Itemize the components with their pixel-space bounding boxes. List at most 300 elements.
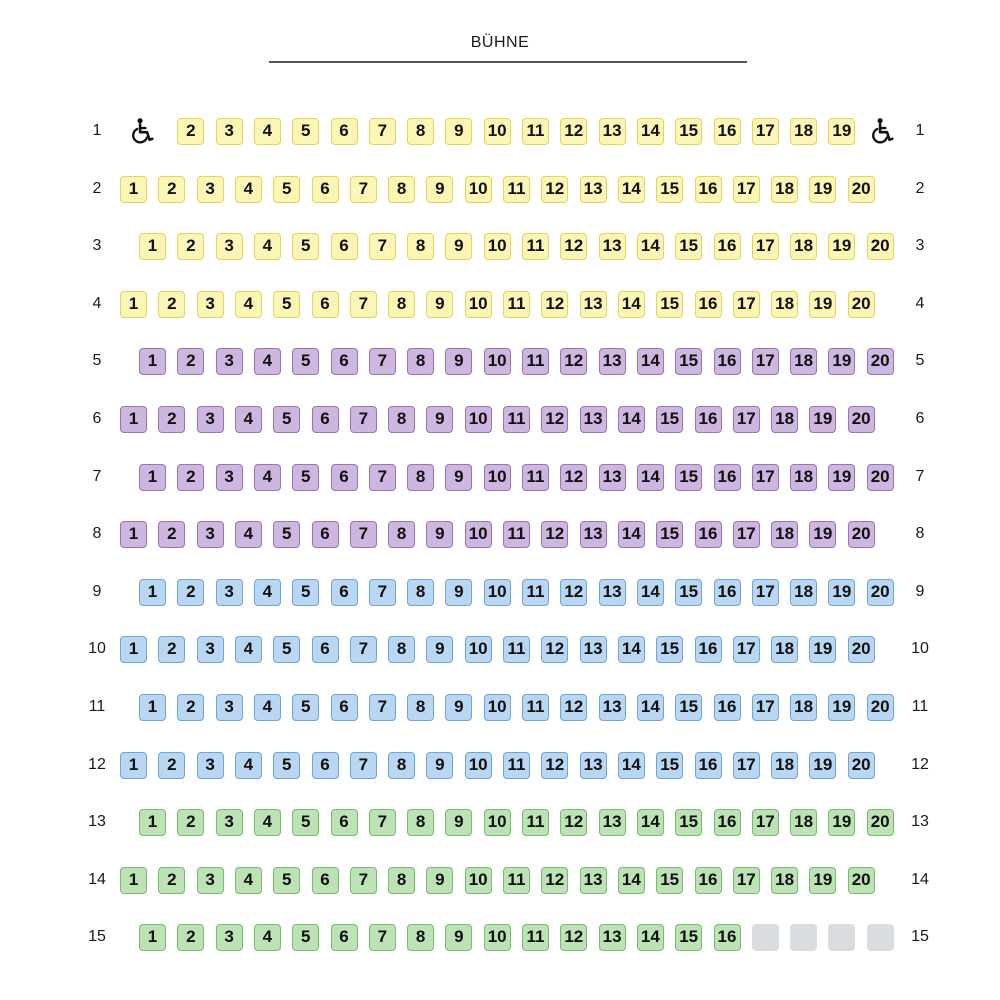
seat[interactable]: 9 [426, 406, 453, 433]
seat[interactable]: 15 [656, 752, 683, 779]
seat[interactable]: 16 [714, 924, 741, 951]
seat[interactable]: 14 [637, 464, 664, 491]
seat[interactable]: 9 [445, 348, 472, 375]
seat[interactable]: 1 [120, 636, 147, 663]
seat[interactable]: 7 [369, 694, 396, 721]
seat[interactable]: 3 [197, 176, 224, 203]
seat[interactable]: 2 [177, 348, 204, 375]
seat[interactable]: 11 [522, 579, 549, 606]
seat[interactable]: 19 [828, 579, 855, 606]
seat[interactable]: 5 [273, 291, 300, 318]
seat[interactable]: 7 [369, 118, 396, 145]
seat[interactable]: 10 [465, 867, 492, 894]
seat[interactable]: 15 [656, 176, 683, 203]
seat[interactable]: 8 [407, 809, 434, 836]
seat[interactable]: 4 [235, 636, 262, 663]
row-label-left: 5 [92, 352, 102, 370]
seat[interactable]: 11 [522, 809, 549, 836]
seat[interactable]: 8 [407, 118, 434, 145]
seat[interactable]: 10 [484, 924, 511, 951]
seat[interactable]: 13 [580, 867, 607, 894]
seat[interactable]: 3 [216, 464, 243, 491]
seat[interactable]: 15 [675, 809, 702, 836]
seat[interactable]: 13 [580, 636, 607, 663]
seat[interactable]: 6 [331, 579, 358, 606]
seat[interactable]: 10 [465, 176, 492, 203]
seat[interactable]: 12 [541, 521, 568, 548]
seat[interactable]: 1 [120, 176, 147, 203]
seat[interactable]: 11 [503, 867, 530, 894]
seat[interactable]: 11 [522, 694, 549, 721]
seat[interactable]: 13 [599, 118, 626, 145]
seat[interactable]: 4 [235, 752, 262, 779]
seat[interactable]: 20 [867, 579, 894, 606]
seat[interactable]: 4 [254, 579, 281, 606]
seat[interactable]: 2 [177, 694, 204, 721]
seat[interactable]: 15 [656, 521, 683, 548]
seat[interactable]: 19 [809, 406, 836, 433]
seat[interactable]: 8 [388, 521, 415, 548]
seat[interactable]: 18 [790, 233, 817, 260]
seat[interactable]: 3 [197, 867, 224, 894]
seat[interactable]: 18 [771, 521, 798, 548]
seat[interactable]: 1 [120, 752, 147, 779]
seat[interactable]: 5 [292, 464, 319, 491]
seat[interactable]: 5 [273, 521, 300, 548]
seat[interactable]: 4 [254, 118, 281, 145]
seat[interactable]: 10 [484, 233, 511, 260]
seat[interactable]: 2 [158, 867, 185, 894]
seat[interactable]: 10 [484, 579, 511, 606]
seat[interactable]: 17 [752, 464, 779, 491]
seat[interactable]: 7 [350, 867, 377, 894]
seat[interactable]: 12 [560, 348, 587, 375]
seat[interactable]: 14 [618, 752, 645, 779]
seat[interactable]: 8 [388, 176, 415, 203]
seat[interactable]: 19 [809, 636, 836, 663]
seat[interactable]: 20 [867, 464, 894, 491]
seat[interactable]: 4 [235, 521, 262, 548]
seat[interactable]: 16 [714, 694, 741, 721]
seat[interactable]: 14 [618, 291, 645, 318]
seat[interactable]: 14 [637, 348, 664, 375]
seat[interactable]: 17 [733, 867, 760, 894]
seat[interactable]: 19 [809, 752, 836, 779]
seat[interactable]: 3 [197, 521, 224, 548]
seat[interactable]: 17 [733, 752, 760, 779]
seat[interactable]: 16 [714, 348, 741, 375]
seat[interactable]: 8 [407, 464, 434, 491]
seat[interactable]: 6 [312, 636, 339, 663]
seat[interactable]: 19 [809, 867, 836, 894]
seat[interactable]: 7 [369, 348, 396, 375]
seat[interactable]: 2 [158, 291, 185, 318]
seat[interactable]: 10 [465, 521, 492, 548]
seat[interactable]: 4 [235, 291, 262, 318]
seat[interactable]: 2 [177, 924, 204, 951]
seat[interactable]: 5 [273, 636, 300, 663]
row-label-left: 7 [92, 467, 102, 485]
seat[interactable]: 17 [752, 579, 779, 606]
seat[interactable]: 3 [216, 348, 243, 375]
seat[interactable]: 14 [618, 636, 645, 663]
seat[interactable]: 20 [867, 694, 894, 721]
seat[interactable]: 19 [828, 118, 855, 145]
seat[interactable]: 6 [331, 233, 358, 260]
wheelchair-icon[interactable] [129, 117, 157, 145]
seat[interactable]: 12 [560, 464, 587, 491]
seat[interactable]: 3 [197, 406, 224, 433]
seat[interactable]: 9 [445, 924, 472, 951]
seat[interactable]: 12 [560, 118, 587, 145]
seat[interactable]: 19 [809, 521, 836, 548]
seat[interactable]: 13 [580, 406, 607, 433]
seat[interactable]: 9 [426, 176, 453, 203]
seat[interactable]: 15 [675, 464, 702, 491]
seat[interactable]: 18 [771, 176, 798, 203]
seat[interactable]: 5 [292, 233, 319, 260]
stage-label: BÜHNE [470, 34, 530, 51]
seat[interactable]: 12 [541, 406, 568, 433]
seat[interactable]: 6 [312, 752, 339, 779]
seat[interactable]: 16 [714, 809, 741, 836]
seat[interactable]: 10 [484, 348, 511, 375]
seat[interactable]: 20 [848, 406, 875, 433]
seat[interactable]: 18 [771, 636, 798, 663]
seat[interactable]: 12 [541, 636, 568, 663]
seat[interactable]: 14 [618, 176, 645, 203]
seat[interactable]: 13 [599, 579, 626, 606]
seat[interactable]: 17 [752, 118, 779, 145]
seat[interactable]: 2 [158, 752, 185, 779]
seat[interactable]: 13 [580, 752, 607, 779]
seat[interactable]: 20 [848, 291, 875, 318]
seat[interactable]: 16 [695, 406, 722, 433]
seat[interactable]: 16 [695, 176, 722, 203]
seat[interactable]: 1 [120, 521, 147, 548]
seat[interactable]: 9 [445, 579, 472, 606]
seat[interactable]: 12 [541, 752, 568, 779]
seat[interactable]: 15 [675, 118, 702, 145]
seat[interactable]: 9 [445, 694, 472, 721]
seat[interactable]: 9 [426, 636, 453, 663]
seat[interactable]: 5 [273, 176, 300, 203]
seat[interactable]: 10 [465, 752, 492, 779]
seat[interactable]: 20 [867, 348, 894, 375]
seat[interactable]: 7 [369, 464, 396, 491]
seat[interactable]: 1 [139, 233, 166, 260]
seat[interactable]: 7 [350, 752, 377, 779]
seat[interactable]: 11 [503, 291, 530, 318]
seat[interactable]: 1 [139, 924, 166, 951]
seat[interactable]: 8 [407, 694, 434, 721]
seat[interactable]: 4 [254, 924, 281, 951]
seat[interactable]: 16 [714, 118, 741, 145]
seat[interactable]: 14 [637, 118, 664, 145]
seat[interactable]: 8 [388, 291, 415, 318]
seat[interactable]: 10 [484, 118, 511, 145]
seat[interactable]: 15 [656, 636, 683, 663]
seat[interactable]: 9 [445, 464, 472, 491]
seat[interactable]: 2 [158, 406, 185, 433]
seat[interactable]: 17 [733, 406, 760, 433]
seat[interactable]: 11 [503, 636, 530, 663]
seat[interactable]: 6 [331, 809, 358, 836]
seat[interactable]: 2 [177, 118, 204, 145]
seat[interactable]: 17 [752, 348, 779, 375]
seat[interactable]: 10 [465, 406, 492, 433]
seat[interactable]: 1 [139, 348, 166, 375]
seat[interactable]: 8 [407, 348, 434, 375]
seat[interactable]: 3 [216, 694, 243, 721]
seat[interactable]: 8 [407, 233, 434, 260]
seat[interactable]: 12 [560, 809, 587, 836]
seat[interactable]: 3 [216, 809, 243, 836]
seat[interactable]: 2 [158, 636, 185, 663]
seat[interactable]: 11 [522, 464, 549, 491]
seat[interactable]: 19 [809, 291, 836, 318]
seat[interactable]: 7 [350, 521, 377, 548]
seat[interactable]: 17 [752, 694, 779, 721]
seat[interactable]: 11 [522, 924, 549, 951]
seat[interactable]: 7 [369, 233, 396, 260]
seat[interactable]: 8 [407, 579, 434, 606]
seat[interactable]: 15 [675, 233, 702, 260]
seat[interactable]: 16 [714, 579, 741, 606]
seat[interactable]: 6 [331, 924, 358, 951]
seat[interactable]: 19 [828, 233, 855, 260]
seat[interactable]: 18 [790, 118, 817, 145]
seat[interactable]: 5 [273, 406, 300, 433]
seat[interactable]: 11 [503, 406, 530, 433]
seat[interactable]: 19 [828, 809, 855, 836]
seat[interactable]: 9 [445, 118, 472, 145]
seat[interactable]: 10 [465, 291, 492, 318]
seat[interactable]: 4 [254, 464, 281, 491]
seat[interactable]: 1 [139, 464, 166, 491]
seat[interactable]: 17 [733, 291, 760, 318]
seat[interactable]: 6 [312, 291, 339, 318]
seat[interactable]: 11 [522, 118, 549, 145]
seat[interactable]: 18 [771, 406, 798, 433]
seat[interactable]: 10 [484, 694, 511, 721]
seat[interactable]: 14 [637, 809, 664, 836]
seat[interactable]: 13 [599, 233, 626, 260]
seat[interactable]: 18 [790, 348, 817, 375]
seat[interactable]: 20 [848, 636, 875, 663]
seat[interactable]: 13 [599, 924, 626, 951]
seat[interactable]: 13 [580, 521, 607, 548]
seat[interactable]: 1 [139, 694, 166, 721]
seat[interactable]: 4 [254, 348, 281, 375]
seat[interactable]: 3 [216, 579, 243, 606]
seat[interactable]: 16 [695, 867, 722, 894]
seat[interactable]: 1 [120, 867, 147, 894]
seat[interactable]: 12 [541, 291, 568, 318]
wheelchair-icon[interactable] [869, 117, 897, 145]
seat[interactable]: 15 [675, 579, 702, 606]
seat[interactable]: 6 [312, 521, 339, 548]
seat[interactable]: 7 [350, 176, 377, 203]
seat[interactable]: 17 [752, 233, 779, 260]
seat[interactable]: 18 [790, 579, 817, 606]
seat[interactable]: 20 [848, 176, 875, 203]
seat[interactable]: 18 [771, 867, 798, 894]
seat[interactable]: 10 [465, 636, 492, 663]
seat[interactable]: 4 [254, 809, 281, 836]
seat[interactable]: 18 [790, 809, 817, 836]
seat[interactable]: 11 [503, 176, 530, 203]
seat[interactable]: 14 [618, 406, 645, 433]
seat[interactable]: 19 [809, 176, 836, 203]
seat[interactable]: 7 [350, 406, 377, 433]
seat[interactable]: 15 [675, 348, 702, 375]
seat[interactable]: 2 [177, 579, 204, 606]
seat[interactable]: 11 [503, 752, 530, 779]
seat[interactable]: 8 [388, 406, 415, 433]
seat[interactable]: 13 [599, 694, 626, 721]
seat[interactable]: 4 [235, 867, 262, 894]
seat[interactable]: 20 [848, 752, 875, 779]
seat[interactable]: 20 [848, 521, 875, 548]
seat[interactable]: 14 [637, 233, 664, 260]
seat[interactable]: 5 [292, 118, 319, 145]
seat[interactable]: 5 [292, 809, 319, 836]
seat[interactable]: 16 [695, 291, 722, 318]
seat[interactable]: 11 [522, 233, 549, 260]
seat[interactable]: 17 [733, 176, 760, 203]
seat[interactable]: 15 [675, 924, 702, 951]
seat[interactable]: 18 [771, 752, 798, 779]
seat[interactable]: 5 [292, 348, 319, 375]
seat[interactable]: 14 [637, 694, 664, 721]
seat[interactable]: 13 [599, 809, 626, 836]
seat[interactable]: 2 [177, 464, 204, 491]
seat[interactable]: 6 [312, 406, 339, 433]
row-label-right: 13 [911, 813, 929, 831]
seat[interactable]: 1 [139, 809, 166, 836]
seat[interactable]: 3 [197, 636, 224, 663]
seat[interactable]: 14 [637, 924, 664, 951]
seat[interactable]: 9 [426, 521, 453, 548]
seat[interactable]: 16 [695, 636, 722, 663]
seat[interactable]: 3 [216, 118, 243, 145]
seat[interactable]: 4 [254, 694, 281, 721]
seat[interactable]: 16 [714, 464, 741, 491]
seat[interactable]: 1 [139, 579, 166, 606]
seat[interactable]: 3 [216, 233, 243, 260]
seat[interactable]: 8 [407, 924, 434, 951]
seat[interactable]: 20 [848, 867, 875, 894]
seat[interactable]: 7 [350, 291, 377, 318]
seat[interactable]: 12 [560, 924, 587, 951]
seat[interactable]: 17 [752, 809, 779, 836]
seat[interactable]: 12 [541, 867, 568, 894]
seat[interactable]: 12 [560, 579, 587, 606]
seat[interactable]: 9 [426, 291, 453, 318]
seat[interactable]: 11 [503, 521, 530, 548]
seat[interactable]: 13 [599, 348, 626, 375]
seat[interactable]: 18 [790, 464, 817, 491]
seat[interactable]: 9 [445, 809, 472, 836]
seat[interactable]: 7 [369, 924, 396, 951]
seat[interactable]: 15 [656, 291, 683, 318]
seat[interactable]: 6 [331, 464, 358, 491]
seat[interactable]: 7 [350, 636, 377, 663]
seat[interactable]: 17 [733, 636, 760, 663]
seat[interactable]: 9 [445, 233, 472, 260]
seat[interactable]: 4 [235, 176, 262, 203]
seat[interactable]: 12 [560, 694, 587, 721]
seat[interactable]: 10 [484, 464, 511, 491]
seat[interactable]: 5 [273, 867, 300, 894]
seat[interactable]: 10 [484, 809, 511, 836]
seat[interactable]: 13 [580, 291, 607, 318]
seat[interactable]: 1 [120, 291, 147, 318]
seat[interactable]: 2 [177, 809, 204, 836]
seat[interactable]: 8 [388, 867, 415, 894]
seat[interactable]: 6 [331, 348, 358, 375]
seat[interactable]: 19 [828, 694, 855, 721]
seat[interactable]: 2 [177, 233, 204, 260]
seat[interactable]: 8 [388, 636, 415, 663]
seat[interactable]: 5 [292, 579, 319, 606]
seat[interactable]: 13 [599, 464, 626, 491]
seat[interactable]: 16 [695, 521, 722, 548]
seat[interactable]: 16 [714, 233, 741, 260]
seat[interactable]: 7 [369, 809, 396, 836]
seat[interactable]: 14 [618, 867, 645, 894]
seat[interactable]: 4 [235, 406, 262, 433]
seat[interactable]: 3 [216, 924, 243, 951]
seat[interactable]: 7 [369, 579, 396, 606]
seat[interactable]: 3 [197, 752, 224, 779]
seat[interactable]: 14 [618, 521, 645, 548]
seat[interactable]: 5 [292, 694, 319, 721]
seat[interactable]: 12 [560, 233, 587, 260]
seat[interactable]: 16 [695, 752, 722, 779]
seat[interactable]: 3 [197, 291, 224, 318]
seat[interactable]: 15 [675, 694, 702, 721]
seat[interactable]: 14 [637, 579, 664, 606]
seat[interactable]: 20 [867, 233, 894, 260]
seat[interactable]: 12 [541, 176, 568, 203]
seat[interactable]: 1 [120, 406, 147, 433]
seat[interactable]: 2 [158, 176, 185, 203]
seat[interactable]: 6 [331, 694, 358, 721]
seat[interactable]: 4 [254, 233, 281, 260]
seat[interactable]: 17 [733, 521, 760, 548]
seat[interactable]: 18 [790, 694, 817, 721]
seat[interactable]: 20 [867, 809, 894, 836]
seat[interactable]: 6 [331, 118, 358, 145]
seat[interactable]: 2 [158, 521, 185, 548]
seat[interactable]: 6 [312, 867, 339, 894]
seat[interactable]: 13 [580, 176, 607, 203]
seat[interactable]: 18 [771, 291, 798, 318]
seat[interactable]: 15 [656, 867, 683, 894]
seat[interactable]: 11 [522, 348, 549, 375]
seat[interactable]: 19 [828, 348, 855, 375]
seat[interactable]: 5 [292, 924, 319, 951]
seat[interactable]: 15 [656, 406, 683, 433]
seat[interactable]: 9 [426, 752, 453, 779]
seat[interactable]: 6 [312, 176, 339, 203]
seat[interactable]: 19 [828, 464, 855, 491]
seat[interactable]: 5 [273, 752, 300, 779]
seat[interactable]: 9 [426, 867, 453, 894]
seat[interactable]: 8 [388, 752, 415, 779]
